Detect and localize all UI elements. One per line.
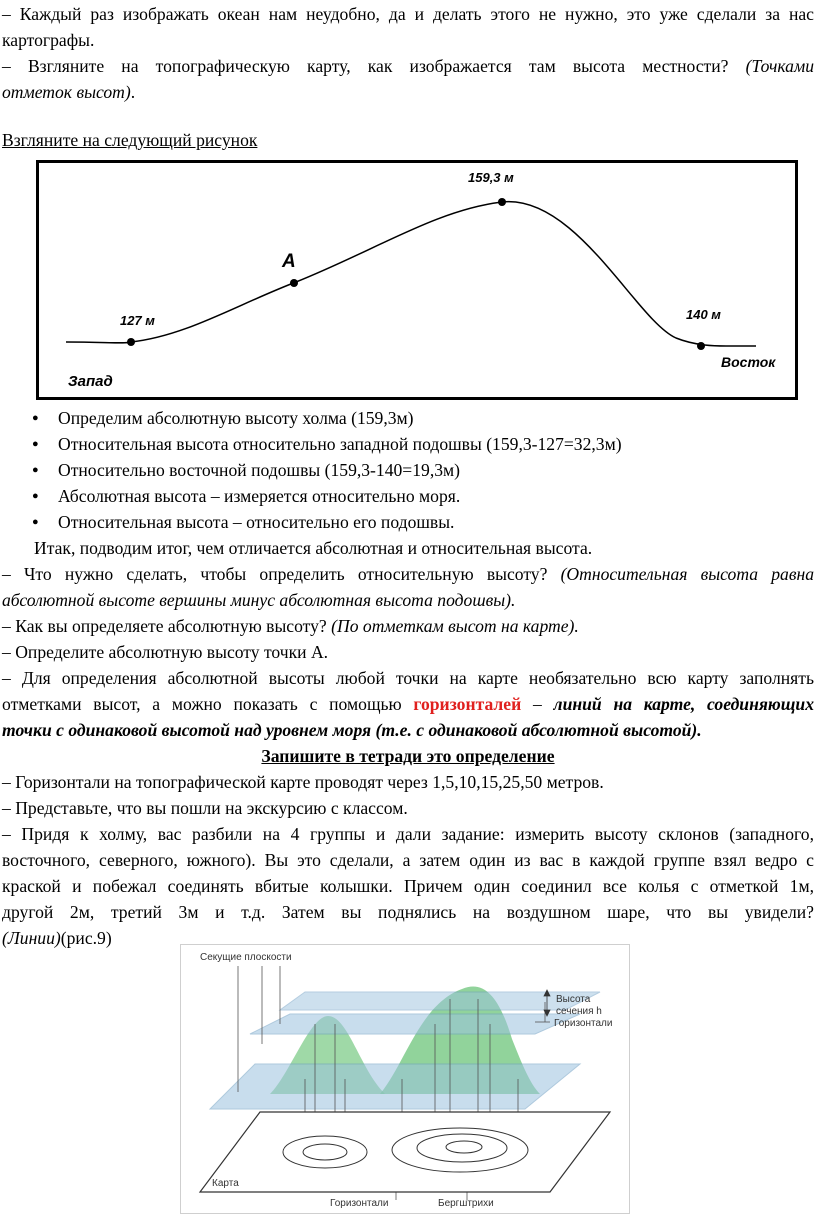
question-map-line-2: отметок высот). bbox=[2, 82, 136, 102]
q1-line-2: абсолютной высоте вершины минус абсолютная высота подошвы). bbox=[2, 590, 516, 610]
cutting-plane-bottom bbox=[210, 1064, 580, 1109]
excursion-line: – Представьте, что вы пошли на экскурсию с классом. bbox=[2, 798, 408, 818]
task-line-2: восточного, северного, южного). Вы это сделали, а затем один из вас в каждой группе взял ведро с bbox=[2, 850, 814, 870]
hachures-label: Бергштрихи bbox=[438, 1198, 494, 1209]
task-line-3: краской и побежал соединять вбитые колышки. Причем один соединил все колья с отметкой 1м, bbox=[2, 876, 814, 896]
bullet-item-1: Определим абсолютную высоту холма (159,3м) bbox=[58, 408, 414, 428]
west-height-label: 127 м bbox=[120, 313, 155, 328]
hill-profile-figure bbox=[36, 160, 798, 400]
bullet-marker: ● bbox=[32, 412, 39, 424]
east-height-label: 140 м bbox=[686, 307, 721, 322]
question-map-line-1: – Взгляните на топографическую карту, как изображается там высота местности? (Точками bbox=[2, 56, 814, 76]
contour-planes-figure bbox=[180, 944, 630, 1214]
figure-1-caption: Взгляните на следующий рисунок bbox=[2, 130, 258, 150]
west-label: Запад bbox=[68, 373, 113, 390]
bullet-item-5: Относительная высота – относительно его подошвы. bbox=[58, 512, 455, 532]
task-line-1: – Придя к холму, вас разбили на 4 группы и дали задание: измерить высоту склонов (западного, bbox=[2, 824, 814, 844]
contours-label-right: Горизонтали bbox=[554, 1018, 613, 1029]
map-plane bbox=[200, 1112, 610, 1192]
bullet-marker: ● bbox=[32, 490, 39, 502]
cutting-plane-top bbox=[280, 992, 600, 1010]
bullet-marker: ● bbox=[32, 464, 39, 476]
point-a bbox=[290, 279, 298, 287]
figure-frame bbox=[38, 162, 797, 399]
contours-label-bottom: Горизонтали bbox=[330, 1198, 389, 1209]
section-height-label-2: сечения h bbox=[556, 1006, 602, 1017]
q1-line-1: – Что нужно сделать, чтобы определить относительную высоту? (Относительная высота равна bbox=[2, 564, 814, 584]
contours-para-line-1: – Для определения абсолютной высоты любой точки на карте необязательно всю карту заполнять bbox=[2, 668, 814, 688]
task-line-5: (Линии)(рис.9) bbox=[2, 928, 112, 948]
point-a-label: А bbox=[282, 251, 296, 272]
q2-line: – Как вы определяете абсолютную высоту? (По отметкам высот на карте). bbox=[2, 616, 579, 636]
bullet-marker: ● bbox=[32, 516, 39, 528]
contours-interval-line: – Горизонтали на топографической карте проводят через 1,5,10,15,25,50 метров. bbox=[2, 772, 604, 792]
contours-para-line-2: отметками высот, а можно показать с помощью горизонталей – линий на карте, соединяющих bbox=[2, 694, 814, 714]
intro-line-2: картографы. bbox=[2, 30, 95, 50]
contours-term: горизонталей bbox=[413, 694, 522, 714]
east-foot-point bbox=[697, 342, 705, 350]
west-foot-point bbox=[127, 338, 135, 346]
section-height-label-1: Высота bbox=[556, 994, 591, 1005]
peak-height-label: 159,3 м bbox=[468, 170, 514, 185]
cutting-plane-middle bbox=[250, 1014, 580, 1034]
definition-heading: Запишите в тетради это определение bbox=[261, 746, 555, 766]
summary-line: Итак, подводим итог, чем отличается абсолютная и относительная высота. bbox=[34, 538, 593, 558]
contours-para-line-3: точки с одинаковой высотой над уровнем моря (т.е. с одинаковой абсолютной высотой). bbox=[2, 720, 702, 740]
task-line-4: другой 2м, третий 3м и т.д. Затем вы поднялись на воздушном шаре, что вы увидели? bbox=[2, 902, 814, 922]
bullet-item-2: Относительная высота относительно западной подошвы (159,3-127=32,3м) bbox=[58, 434, 622, 454]
east-label: Восток bbox=[721, 354, 776, 370]
bullet-item-3: Относительно восточной подошвы (159,3-140=19,3м) bbox=[58, 460, 461, 480]
cutting-planes-label: Секущие плоскости bbox=[200, 952, 292, 963]
intro-line-1: – Каждый раз изображать океан нам неудобно, да и делать этого не нужно, это уже сделали за нас bbox=[2, 4, 814, 24]
map-label: Карта bbox=[212, 1178, 239, 1189]
q3-line: – Определите абсолютную высоту точки А. bbox=[2, 642, 329, 662]
peak-point bbox=[498, 198, 506, 206]
bullet-item-4: Абсолютная высота – измеряется относительно моря. bbox=[58, 486, 461, 506]
bullet-marker: ● bbox=[32, 438, 39, 450]
